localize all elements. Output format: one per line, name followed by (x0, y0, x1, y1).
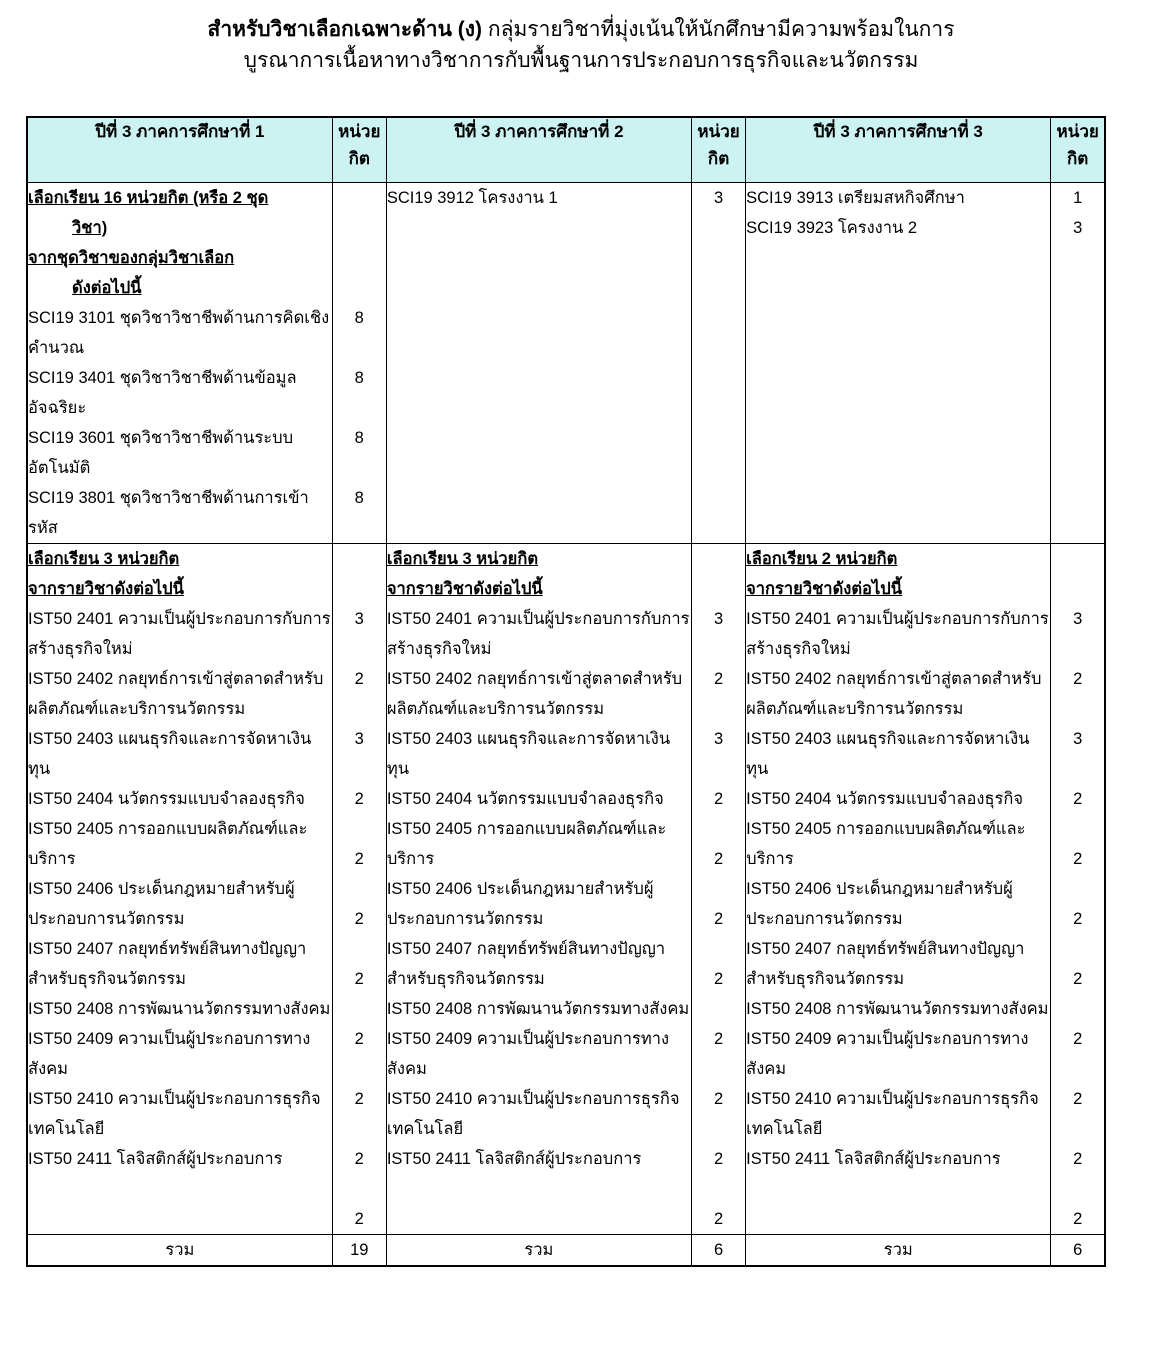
list-item: IST50 2410 ความเป็นผู้ประกอบการธุรกิจเทคโนโลยี (28, 1090, 321, 1138)
curriculum-table-wrapper (26, 116, 1106, 1267)
total-value-3: 6 (1051, 1235, 1105, 1267)
list-item: IST50 2408 การพัฒนานวัตกรรมทางสังคม (746, 1000, 1049, 1018)
header-credit-1 (332, 117, 386, 183)
section1-col2-courses (386, 183, 691, 544)
section2-col3-credits (1051, 544, 1105, 1235)
list-item: IST50 2408 การพัฒนานวัตกรรมทางสังคม (28, 1000, 331, 1018)
table-footer (27, 1235, 1105, 1267)
total-label-2: รวม (386, 1235, 691, 1267)
list-item: IST50 2402 กลยุทธ์การเข้าสู่ตลาดสำหรับผลิตภัณฑ์และบริการนวัตกรรม (386, 670, 683, 718)
credit-spacer (333, 243, 386, 273)
credit-value: 2 (713, 1150, 724, 1168)
list-item: IST50 2403 แผนธุรกิจและการจัดหาเงินทุน (746, 730, 1030, 778)
total-value-2: 6 (692, 1235, 746, 1267)
credit-value: 3 (354, 730, 364, 748)
header-credit-2 (692, 117, 746, 183)
credit-value: 3 (354, 610, 364, 628)
header-credit-2-line1: หน่วย (697, 122, 740, 141)
list-item: IST50 2407 กลยุทธ์ทรัพย์สินทางปัญญาสำหรับธุรกิจนวัตกรรม (386, 940, 666, 988)
credit-value: 2 (1073, 790, 1083, 808)
list-item: IST50 2404 นวัตกรรมแบบจำลองธุรกิจ (28, 790, 305, 808)
list-item: IST50 2411 โลจิสติกส์ผู้ประกอบการ (746, 1150, 1001, 1168)
section2-col3-note-line1: เลือกเรียน 2 หน่วยกิต (746, 550, 898, 568)
list-item: IST50 2410 ความเป็นผู้ประกอบการธุรกิจเทคโนโลยี (746, 1090, 1039, 1138)
credit-value: 2 (1073, 850, 1083, 868)
section1-col1-note-line3: จากชุดวิชาของกลุ่มวิชาเลือก (28, 249, 235, 267)
list-item: IST50 2406 ประเด็นกฎหมายสำหรับผู้ประกอบการนวัตกรรม (386, 880, 654, 928)
total-label-1: รวม (27, 1235, 332, 1267)
credit-spacer (333, 273, 386, 303)
total-label-3: รวม (746, 1235, 1051, 1267)
credit-value: 8 (354, 309, 364, 327)
credit-spacer (692, 574, 745, 604)
list-item: IST50 2407 กลยุทธ์ทรัพย์สินทางปัญญาสำหรับธุรกิจนวัตกรรม (746, 940, 1025, 988)
list-item: IST50 2401 ความเป็นผู้ประกอบการกับการสร้างธุรกิจใหม่ (746, 610, 1049, 658)
credit-spacer (1051, 574, 1104, 604)
list-item: IST50 2403 แผนธุรกิจและการจัดหาเงินทุน (386, 730, 671, 778)
list-item: SCI19 3101 ชุดวิชาวิชาชีพด้านการคิดเชิงคำนวณ (28, 309, 330, 357)
list-item: IST50 2409 ความเป็นผู้ประกอบการทางสังคม (28, 1030, 311, 1078)
list-item: IST50 2407 กลยุทธ์ทรัพย์สินทางปัญญาสำหรับธุรกิจนวัตกรรม (28, 940, 307, 988)
credit-value: 2 (713, 1210, 724, 1228)
header-credit-1-line1: หน่วย (338, 122, 381, 141)
credit-spacer (333, 544, 386, 574)
title-rest: กลุ่มรายวิชาที่มุ่งเน้นให้นักศึกษามีความพร้อมในการ (482, 18, 955, 41)
credit-value: 3 (1073, 730, 1083, 748)
credit-value: 2 (354, 970, 364, 988)
credit-value: 8 (354, 489, 364, 507)
header-credit-3-line1: หน่วย (1056, 122, 1099, 141)
credit-value: 2 (713, 790, 724, 808)
header-credit-3-line2: กิต (1067, 149, 1089, 168)
section2-col1-note-line2: จากรายวิชาดังต่อไปนี้ (28, 580, 184, 598)
credit-value: 8 (354, 369, 364, 387)
credit-value: 2 (354, 790, 364, 808)
credit-spacer (333, 574, 386, 604)
list-item: IST50 2401 ความเป็นผู้ประกอบการกับการสร้างธุรกิจใหม่ (28, 610, 331, 658)
table-row-section-2 (27, 544, 1105, 1235)
credit-value: 2 (713, 1030, 724, 1048)
credit-value: 2 (1073, 910, 1083, 928)
header-semester-2: ปีที่ 3 ภาคการศึกษาที่ 2 (386, 117, 691, 183)
credit-value: 2 (354, 1210, 364, 1228)
list-item: SCI19 3601 ชุดวิชาวิชาชีพด้านระบบอัตโนมัติ (28, 429, 294, 477)
credit-value: 1 (1073, 189, 1083, 207)
header-semester-1: ปีที่ 3 ภาคการศึกษาที่ 1 (27, 117, 332, 183)
list-item: IST50 2411 โลจิสติกส์ผู้ประกอบการ (28, 1150, 283, 1168)
section2-col2-courses (386, 544, 691, 1235)
section1-col2-credits (692, 183, 746, 544)
list-item: IST50 2405 การออกแบบผลิตภัณฑ์และบริการ (28, 820, 308, 868)
credit-value: 3 (1073, 219, 1083, 237)
credit-spacer (333, 183, 386, 213)
credit-value: 2 (354, 1030, 364, 1048)
credit-value: 2 (354, 670, 364, 688)
section2-col3-courses (746, 544, 1051, 1235)
list-item: IST50 2409 ความเป็นผู้ประกอบการทางสังคม (386, 1030, 670, 1078)
credit-value: 2 (713, 1090, 724, 1108)
credit-value: 8 (354, 429, 364, 447)
list-item: IST50 2411 โลจิสติกส์ผู้ประกอบการ (386, 1150, 642, 1168)
credit-value: 3 (713, 730, 724, 748)
total-value-1: 19 (332, 1235, 386, 1267)
section1-col3-credits (1051, 183, 1105, 544)
list-item: IST50 2408 การพัฒนานวัตกรรมทางสังคม (386, 1000, 690, 1018)
section1-col1-credits (332, 183, 386, 544)
credit-value: 3 (713, 189, 724, 207)
list-item: IST50 2406 ประเด็นกฎหมายสำหรับผู้ประกอบการนวัตกรรม (28, 880, 295, 928)
credit-value: 2 (1073, 1210, 1083, 1228)
table-header (27, 117, 1105, 183)
section2-col2-credits (692, 544, 746, 1235)
credit-value: 2 (1073, 970, 1083, 988)
section2-col1-note-line1: เลือกเรียน 3 หน่วยกิต (28, 550, 180, 568)
title-line-2: บูรณาการเนื้อหาทางวิชาการกับพื้นฐานการประกอบการธุรกิจและนวัตกรรม (243, 49, 919, 72)
list-item: SCI19 3913 เตรียมสหกิจศึกษา (746, 189, 965, 207)
credit-spacer (1051, 544, 1104, 574)
credit-value: 2 (713, 850, 724, 868)
credit-spacer (333, 213, 386, 243)
section2-col2-note-line1: เลือกเรียน 3 หน่วยกิต (386, 550, 539, 568)
title-line-1 (60, 14, 1102, 45)
list-item: IST50 2410 ความเป็นผู้ประกอบการธุรกิจเทคโนโลยี (386, 1090, 680, 1138)
table-row-section-1 (27, 183, 1105, 544)
curriculum-table (26, 116, 1106, 1267)
list-item: SCI19 3801 ชุดวิชาวิชาชีพด้านการเข้ารหัส (28, 489, 309, 537)
credit-spacer (692, 544, 745, 574)
credit-value: 2 (713, 910, 724, 928)
header-credit-3 (1051, 117, 1105, 183)
title-bold-prefix: สำหรับวิชาเลือกเฉพาะด้าน (ง) (207, 18, 483, 41)
section2-col1-courses (27, 544, 332, 1235)
list-item: IST50 2401 ความเป็นผู้ประกอบการกับการสร้างธุรกิจใหม่ (386, 610, 690, 658)
credit-value: 2 (713, 670, 724, 688)
section1-col1-note-line4: ดังต่อไปนี้ (72, 279, 142, 297)
page-title (0, 0, 1162, 76)
total-row (27, 1235, 1105, 1267)
list-item: SCI19 3923 โครงงาน 2 (746, 219, 918, 237)
section2-col1-credits (332, 544, 386, 1235)
list-item: IST50 2409 ความเป็นผู้ประกอบการทางสังคม (746, 1030, 1029, 1078)
credit-value: 2 (713, 970, 724, 988)
credit-value: 2 (354, 910, 364, 928)
list-item: IST50 2406 ประเด็นกฎหมายสำหรับผู้ประกอบการนวัตกรรม (746, 880, 1013, 928)
header-credit-1-line2: กิต (348, 149, 370, 168)
list-item: SCI19 3401 ชุดวิชาวิชาชีพด้านข้อมูลอัจฉริยะ (28, 369, 297, 417)
list-item: SCI19 3912 โครงงาน 1 (386, 189, 558, 207)
list-item: IST50 2405 การออกแบบผลิตภัณฑ์และบริการ (386, 820, 667, 868)
credit-value: 3 (713, 610, 724, 628)
header-semester-3: ปีที่ 3 ภาคการศึกษาที่ 3 (746, 117, 1051, 183)
list-item: IST50 2404 นวัตกรรมแบบจำลองธุรกิจ (386, 790, 664, 808)
list-item: IST50 2405 การออกแบบผลิตภัณฑ์และบริการ (746, 820, 1026, 868)
credit-value: 2 (354, 1150, 364, 1168)
list-item: IST50 2402 กลยุทธ์การเข้าสู่ตลาดสำหรับผลิตภัณฑ์และบริการนวัตกรรม (28, 670, 324, 718)
section1-col1-note-line1: เลือกเรียน 16 หน่วยกิต (หรือ 2 ชุด (28, 189, 269, 207)
credit-value: 3 (1073, 610, 1083, 628)
credit-value: 2 (354, 850, 364, 868)
credit-value: 2 (1073, 1150, 1083, 1168)
section2-col2-note-line2: จากรายวิชาดังต่อไปนี้ (386, 580, 543, 598)
list-item: IST50 2403 แผนธุรกิจและการจัดหาเงินทุน (28, 730, 312, 778)
list-item: IST50 2402 กลยุทธ์การเข้าสู่ตลาดสำหรับผลิตภัณฑ์และบริการนวัตกรรม (746, 670, 1042, 718)
list-item: IST50 2404 นวัตกรรมแบบจำลองธุรกิจ (746, 790, 1024, 808)
section1-col1-courses (27, 183, 332, 544)
section2-col3-note-line2: จากรายวิชาดังต่อไปนี้ (746, 580, 903, 598)
credit-value: 2 (1073, 1030, 1083, 1048)
credit-value: 2 (1073, 670, 1083, 688)
table-body (27, 183, 1105, 1235)
header-row (27, 117, 1105, 183)
section1-col3-courses (746, 183, 1051, 544)
credit-value: 2 (1073, 1090, 1083, 1108)
section1-col1-note-line2: วิชา) (72, 219, 108, 237)
header-credit-2-line2: กิต (707, 149, 730, 168)
credit-value: 2 (354, 1090, 364, 1108)
